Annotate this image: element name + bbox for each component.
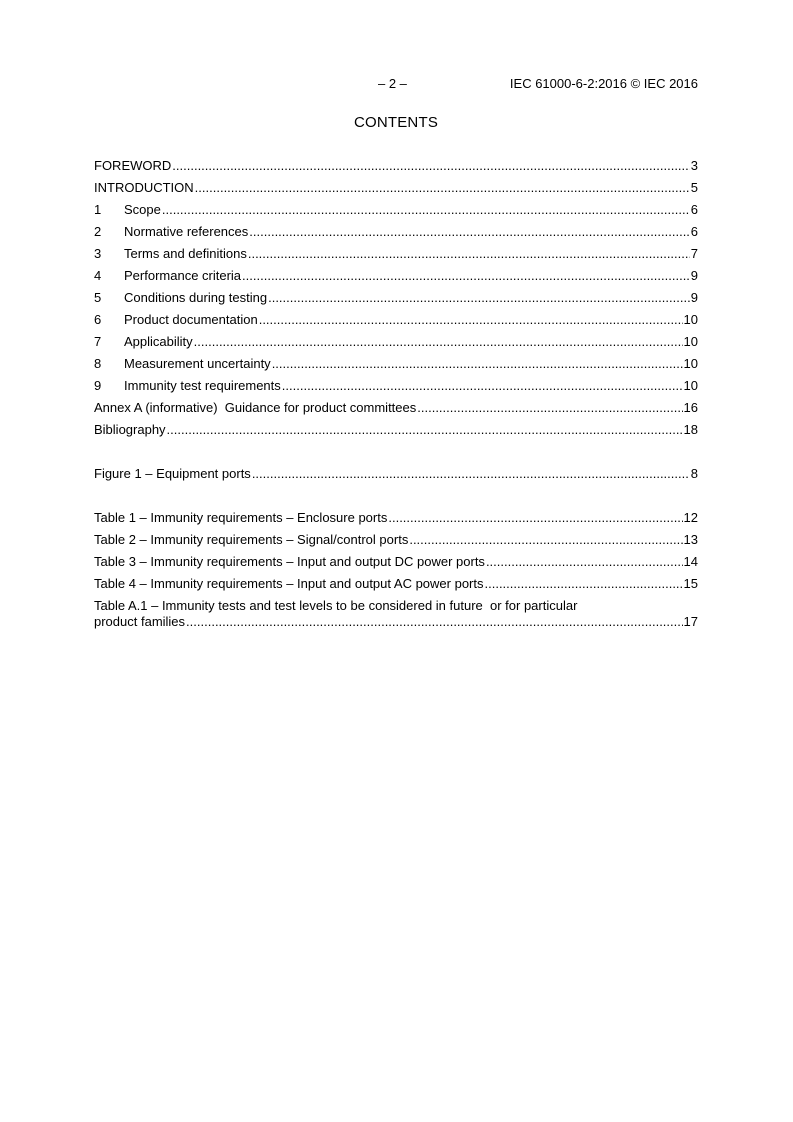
dot-leader bbox=[417, 400, 682, 416]
toc-entry-normative-references[interactable] bbox=[94, 224, 698, 246]
toc-entry-foreword[interactable] bbox=[94, 158, 698, 180]
dot-leader bbox=[242, 268, 690, 284]
toc-entry-performance-criteria[interactable] bbox=[94, 268, 698, 290]
toc-entry-annex-a[interactable] bbox=[94, 400, 698, 422]
toc-entry-number: 9 bbox=[94, 378, 102, 393]
dot-leader bbox=[486, 554, 683, 570]
toc-entry-number: 5 bbox=[94, 290, 102, 305]
toc-entry-label: Performance criteria bbox=[124, 268, 242, 283]
dot-leader bbox=[252, 466, 690, 482]
toc-entry-number: 7 bbox=[94, 334, 102, 349]
toc-entry-page: 5 bbox=[690, 180, 698, 195]
toc-entry-label: Conditions during testing bbox=[124, 290, 268, 305]
dot-leader bbox=[249, 224, 689, 240]
toc-entry-number: 1 bbox=[94, 202, 102, 217]
toc-entry-label: Table 4 – Immunity requirements – Input and output AC power ports bbox=[94, 576, 484, 591]
toc-entry-table-3[interactable] bbox=[94, 554, 698, 576]
dot-leader bbox=[282, 378, 683, 394]
toc-entry-introduction[interactable] bbox=[94, 180, 698, 202]
document-reference: IEC 61000-6-2:2016 © IEC 2016 bbox=[509, 76, 698, 91]
toc-entry-table-a1[interactable] bbox=[94, 598, 698, 630]
toc-entry-figure-1[interactable] bbox=[94, 466, 698, 488]
dot-leader bbox=[186, 614, 682, 630]
dot-leader bbox=[162, 202, 690, 218]
toc-entry-page: 15 bbox=[683, 576, 698, 591]
page-title: CONTENTS bbox=[353, 114, 439, 131]
toc-entry-number: 6 bbox=[94, 312, 102, 327]
toc-entry-label: Table 1 – Immunity requirements – Enclosure ports bbox=[94, 510, 388, 525]
dot-leader bbox=[167, 422, 683, 438]
toc-entry-page: 14 bbox=[683, 554, 698, 569]
toc-entry-page: 13 bbox=[683, 532, 698, 547]
toc-tables bbox=[94, 510, 698, 630]
dot-leader bbox=[409, 532, 682, 548]
toc-entry-label: Product documentation bbox=[124, 312, 258, 327]
toc-entry-label: Terms and definitions bbox=[124, 246, 247, 261]
toc-sections bbox=[94, 158, 698, 444]
toc-entry-table-4[interactable] bbox=[94, 576, 698, 598]
toc-entry-number: 8 bbox=[94, 356, 102, 371]
toc-entry-page: 16 bbox=[683, 400, 698, 415]
toc-entry-bibliography[interactable] bbox=[94, 422, 698, 444]
toc-entry-product-documentation[interactable] bbox=[94, 312, 698, 334]
toc-entry-page: 12 bbox=[683, 510, 698, 525]
toc-entry-terms-and-definitions[interactable] bbox=[94, 246, 698, 268]
toc-entry-label: Applicability bbox=[124, 334, 193, 349]
toc-entry-label: FOREWORD bbox=[94, 158, 172, 173]
toc-entry-number: 2 bbox=[94, 224, 102, 239]
dot-leader bbox=[259, 312, 683, 328]
page-number: – 2 – bbox=[378, 76, 407, 91]
toc-entry-page: 17 bbox=[683, 614, 698, 629]
toc-entry-page: 9 bbox=[690, 290, 698, 305]
toc-entry-page: 18 bbox=[683, 422, 698, 437]
toc-entry-label: INTRODUCTION bbox=[94, 180, 194, 195]
toc-entry-page: 6 bbox=[690, 224, 698, 239]
toc-entry-page: 3 bbox=[690, 158, 698, 173]
dot-leader bbox=[272, 356, 683, 372]
toc-entry-measurement-uncertainty[interactable] bbox=[94, 356, 698, 378]
toc-entry-immunity-test-requirements[interactable] bbox=[94, 378, 698, 400]
toc-entry-label: Immunity test requirements bbox=[124, 378, 281, 393]
dot-leader bbox=[195, 180, 690, 196]
toc-entry-page: 10 bbox=[683, 378, 698, 393]
page-header bbox=[94, 76, 698, 92]
toc-figures bbox=[94, 466, 698, 488]
toc-entry-applicability[interactable] bbox=[94, 334, 698, 356]
toc-entry-label: Table 3 – Immunity requirements – Input and output DC power ports bbox=[94, 554, 485, 569]
toc-entry-label-line-2: product families bbox=[94, 614, 186, 629]
toc-entry-page: 10 bbox=[683, 334, 698, 349]
dot-leader bbox=[248, 246, 690, 262]
dot-leader bbox=[268, 290, 690, 306]
toc-entry-scope[interactable] bbox=[94, 202, 698, 224]
dot-leader bbox=[388, 510, 682, 526]
toc-entry-label: Scope bbox=[124, 202, 161, 217]
toc-entry-table-2[interactable] bbox=[94, 532, 698, 554]
toc-entry-conditions-during-testing[interactable] bbox=[94, 290, 698, 312]
dot-leader bbox=[485, 576, 683, 592]
toc-entry-page: 10 bbox=[683, 312, 698, 327]
toc-entry-page: 9 bbox=[690, 268, 698, 283]
toc-entry-label: Table 2 – Immunity requirements – Signal/control ports bbox=[94, 532, 409, 547]
dot-leader bbox=[194, 334, 683, 350]
dot-leader bbox=[172, 158, 689, 174]
toc-entry-label: Annex A (informative) Guidance for product committees bbox=[94, 400, 417, 415]
toc-entry-label-line-1: Table A.1 – Immunity tests and test levels to be considered in future or for particular bbox=[94, 598, 578, 613]
toc-entry-number: 3 bbox=[94, 246, 102, 261]
toc-entry-label: Bibliography bbox=[94, 422, 166, 437]
toc-entry-page: 7 bbox=[690, 246, 698, 261]
toc-entry-page: 10 bbox=[683, 356, 698, 371]
toc-entry-label: Normative references bbox=[124, 224, 249, 239]
toc-entry-page: 8 bbox=[690, 466, 698, 481]
toc-entry-page: 6 bbox=[690, 202, 698, 217]
toc-entry-label: Measurement uncertainty bbox=[124, 356, 271, 371]
toc-entry-table-1[interactable] bbox=[94, 510, 698, 532]
toc-entry-number: 4 bbox=[94, 268, 102, 283]
toc-entry-label: Figure 1 – Equipment ports bbox=[94, 466, 251, 481]
